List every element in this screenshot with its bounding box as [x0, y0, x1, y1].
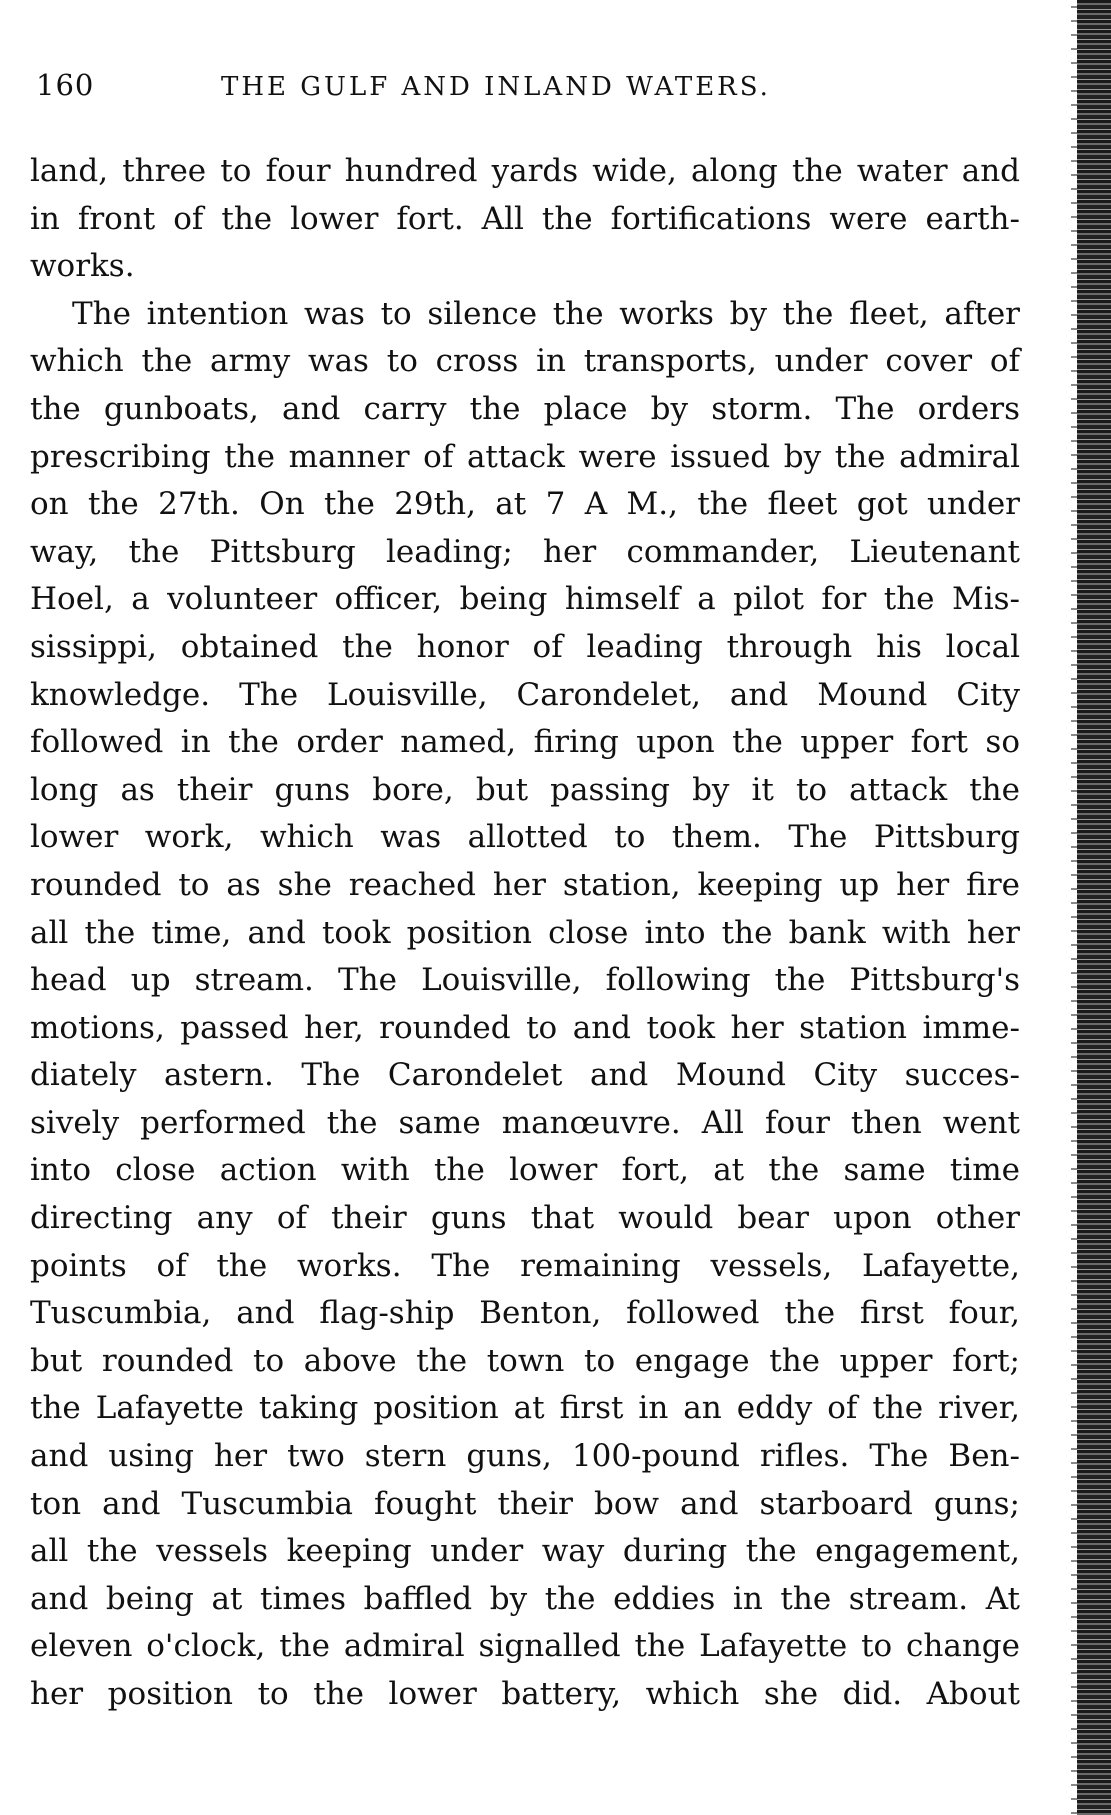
text-line: directing any of their guns that would bear upon other [30, 1200, 1020, 1237]
text-line: her position to the lower battery, which she did. About [30, 1676, 1020, 1712]
text-line: sissippi, obtained the honor of leading through his local [30, 628, 1020, 665]
text-line: but rounded to above the town to engage the upper fort; [30, 1342, 1020, 1379]
text-line: followed in the order named, firing upon the upper fort so [30, 724, 1020, 761]
text-line: lower work, which was allotted to them. The Pittsburg [30, 819, 1020, 856]
text-line: the gunboats, and carry the place by storm. The orders [30, 390, 1020, 427]
text-line: ton and Tuscumbia fought their bow and starboard guns; [30, 1485, 1020, 1522]
text-line: long as their guns bore, but passing by it to attack the [30, 771, 1020, 808]
text-line: diately astern. The Carondelet and Mound City succes- [30, 1057, 1020, 1094]
text-line: and being at times baffled by the eddies in the stream. At [30, 1580, 1020, 1617]
text-line: prescribing the manner of attack were issued by the admiral [30, 438, 1020, 475]
text-line: way, the Pittsburg leading; her commander, Lieutenant [30, 533, 1020, 570]
text-line: in front of the lower fort. All the fortifications were earth- [30, 200, 1020, 237]
text-line: into close action with the lower fort, at the same time [30, 1152, 1020, 1189]
text-line: all the vessels keeping under way during the engagement, [30, 1533, 1020, 1570]
text-line: knowledge. The Louisville, Carondelet, and Mound City [30, 676, 1020, 713]
text-line: points of the works. The remaining vessels, Lafayette, [30, 1247, 1020, 1284]
text-line: land, three to four hundred yards wide, along the water and [30, 153, 1020, 189]
body-text [30, 148, 1020, 1719]
text-line: eleven o'clock, the admiral signalled the Lafayette to change [30, 1628, 1020, 1665]
paragraph-start-line: The intention was to silence the works by the fleet, after [72, 295, 1020, 332]
running-head: THE GULF AND INLAND WATERS. [221, 72, 771, 102]
text-line: and using her two stern guns, 100-pound rifles. The Ben- [30, 1438, 1020, 1475]
text-line: which the army was to cross in transports, under cover of [30, 343, 1020, 380]
text-line: on the 27th. On the 29th, at 7 A M., the fleet got under [30, 486, 1020, 523]
text-line: motions, passed her, rounded to and took her station imme- [30, 1009, 1020, 1046]
text-line: sively performed the same manœuvre. All four then went [30, 1104, 1020, 1141]
text-line: rounded to as she reached her station, keeping up her fire [30, 866, 1020, 903]
text-line: all the time, and took position close into the bank with her [30, 914, 1020, 951]
text-line: works. [30, 248, 135, 285]
page-header [36, 68, 1016, 108]
text-line: Tuscumbia, and flag-ship Benton, followed the first four, [30, 1295, 1020, 1332]
text-line: head up stream. The Louisville, following the Pittsburg's [30, 962, 1020, 999]
page-number: 160 [36, 68, 95, 102]
text-line: the Lafayette taking position at first in an eddy of the river, [30, 1390, 1020, 1427]
scan-binding-edge [1077, 0, 1111, 1815]
text-line: Hoel, a volunteer officer, being himself a pilot for the Mis- [30, 581, 1020, 618]
